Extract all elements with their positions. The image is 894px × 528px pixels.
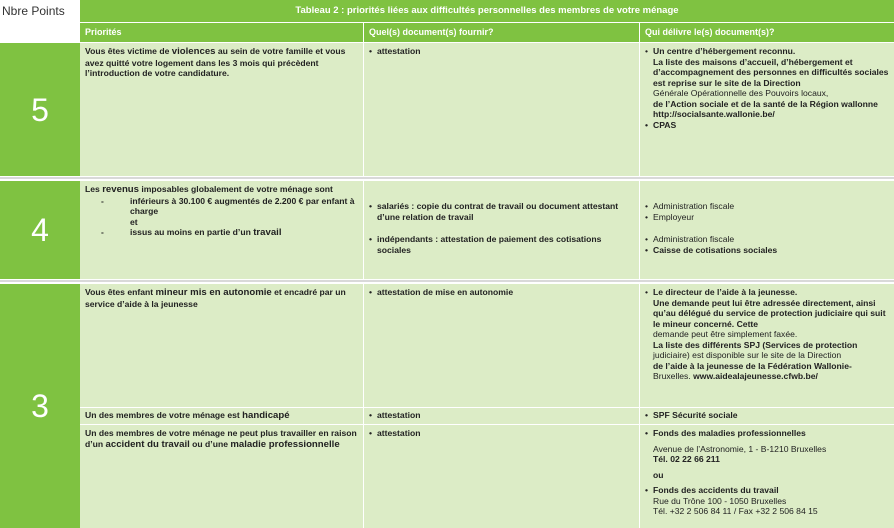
socialsante-link[interactable]: http://socialsante.wallonie.be/ bbox=[653, 109, 775, 119]
row3b-issuer-cell bbox=[640, 408, 894, 424]
row3a-priority-cell: Vous êtes enfant mineur mis en autonomie et encadré par un service d’aide à la jeunesse bbox=[80, 284, 363, 407]
row-separator bbox=[0, 177, 894, 179]
list-item: • attestation bbox=[369, 410, 634, 421]
row5-issuer-cell bbox=[640, 43, 894, 176]
list-item: • salariés : copie du contrat de travail ou document attestant d’une relation de travail bbox=[369, 201, 634, 222]
row3a-documents-cell bbox=[364, 284, 639, 407]
row-separator bbox=[0, 280, 894, 282]
row5-documents-cell bbox=[364, 43, 639, 176]
row4-issuer-cell bbox=[640, 181, 894, 279]
row3b-documents-cell bbox=[364, 408, 639, 424]
column-header-delivre: Qui délivre le(s) document(s)? bbox=[640, 23, 894, 42]
points-5: 5 bbox=[0, 43, 80, 176]
row3c-documents-cell bbox=[364, 425, 639, 528]
fmp-phone: Tél. 02 22 66 211 bbox=[653, 454, 720, 464]
column-header-priorites: Priorités bbox=[80, 23, 363, 42]
list-item: • Caisse de cotisations sociales bbox=[645, 245, 889, 256]
list-item: • Administration fiscale bbox=[645, 234, 889, 245]
column-header-documents: Quel(s) document(s) fournir? bbox=[364, 23, 639, 42]
or-label: ou bbox=[653, 469, 664, 480]
fat-phone: Tél. +32 2 506 84 11 / Fax +32 2 506 84 15 bbox=[653, 506, 818, 516]
points-4: 4 bbox=[0, 181, 80, 279]
list-item: • indépendants : attestation de paiement des cotisations sociales bbox=[369, 234, 634, 255]
points-3: 3 bbox=[0, 284, 80, 528]
list-item: • SPF Sécurité sociale bbox=[645, 410, 889, 421]
list-item: • CPAS bbox=[645, 120, 889, 131]
row5-priority-cell: Vous êtes victime de violences au sein de votre famille et vous avez quitté votre logement dans les 3 mois qui précèdent l’introduction de votre candidature. bbox=[80, 43, 363, 176]
row3c-priority-cell: Un des membres de votre ménage ne peut plus travailler en raison d’un accident du travail ou d’une maladie professionnelle bbox=[80, 425, 363, 528]
aidealajeunesse-link[interactable]: www.aidealajeunesse.cfwb.be/ bbox=[693, 371, 818, 381]
list-item: • Fonds des accidents du travail bbox=[645, 485, 889, 496]
fmp-address: Avenue de l’Astronomie, 1 - B-1210 Bruxelles bbox=[653, 443, 827, 454]
row4-priority-cell: Les revenus imposables globalement de votre ménage sont - inférieurs à 30.100 € augmentés de 2.200 € par enfant à charge et - issus au moins en partie d’un travail bbox=[80, 181, 363, 279]
nbre-points-label: Nbre Points bbox=[2, 4, 65, 18]
list-item: • attestation bbox=[369, 46, 634, 57]
row3b-priority-cell: Un des membres de votre ménage est handicapé bbox=[80, 408, 363, 424]
list-item: • Un centre d’hébergement reconnu. La liste des maisons d’accueil, d’hébergement et d’accompagnement des personnes en difficultés sociales est reprise sur le site de la Direction Générale Opérationnelle des Pouvoirs locaux, de l’Action sociale et de la santé de la Région wallonne http://socialsante.wallonie.be/ bbox=[645, 46, 889, 120]
list-item: • Administration fiscale bbox=[645, 201, 889, 212]
list-item: • Fonds des maladies professionnelles bbox=[645, 428, 889, 439]
list-item: • Le directeur de l’aide à la jeunesse. Une demande peut lui être adressée directement, ainsi qu’au délégué du service de protection judiciaire qui suit le mineur concerné. Cette demande peut être simplement faxée. La liste des différents SPJ (Services de protection judiciaire) est disponible sur le site de la Direction de l’aide à la jeunesse de la Fédération Wallonie- Bruxelles. www.aidealajeunesse.cfwb.be/ bbox=[645, 287, 889, 382]
row3a-issuer-cell bbox=[640, 284, 894, 407]
list-item: • attestation bbox=[369, 428, 634, 439]
table-title: Tableau 2 : priorités liées aux difficultés personnelles des membres de votre ménage bbox=[80, 0, 894, 22]
list-item: • Employeur bbox=[645, 212, 889, 223]
list-item: • attestation de mise en autonomie bbox=[369, 287, 634, 298]
row4-documents-cell bbox=[364, 181, 639, 279]
row3c-issuer-cell bbox=[640, 425, 894, 528]
fat-address: Rue du Trône 100 - 1050 Bruxelles bbox=[653, 495, 787, 506]
